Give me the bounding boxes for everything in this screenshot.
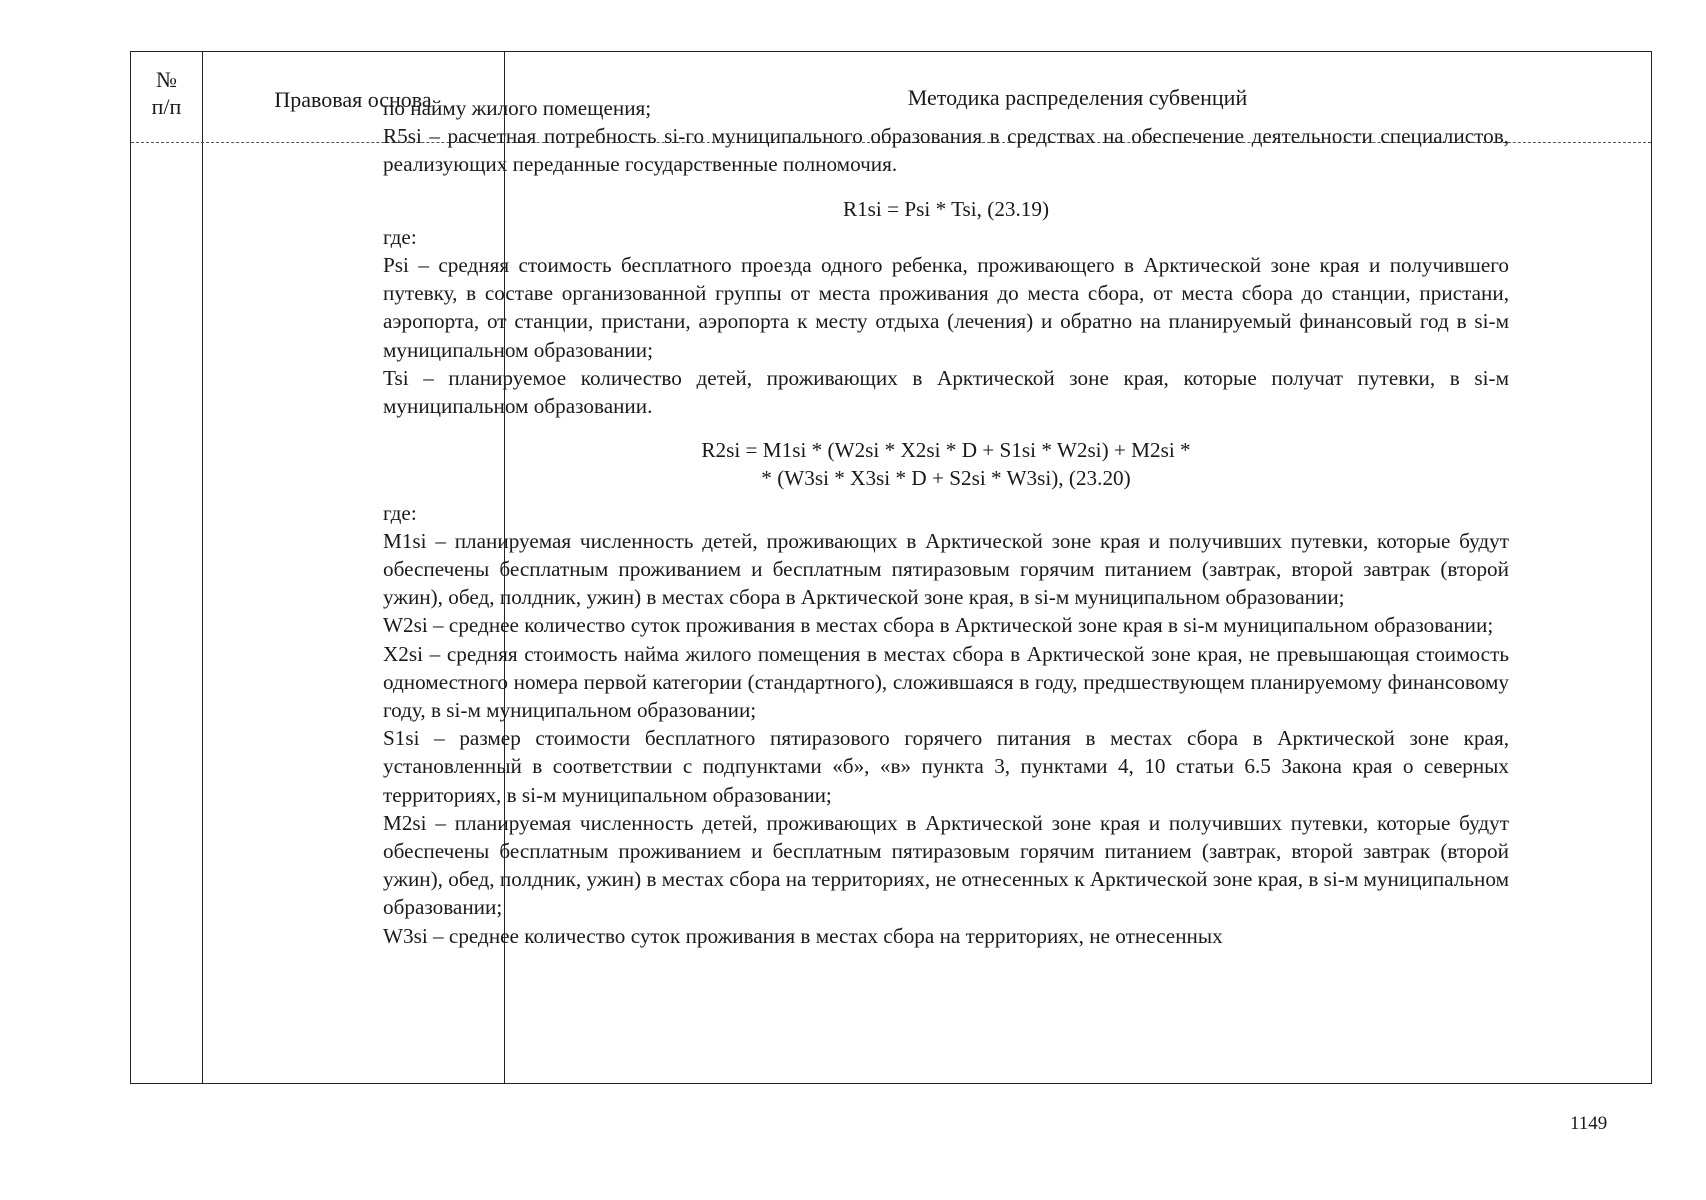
page-number: 1149 (1570, 1113, 1608, 1134)
formula-23-19: R1si = Psi * Tsi, (23.19) (842, 196, 1050, 221)
paragraph: Tsi – планируемое количество детей, проживающих в Арктической зоне края, которые получат путевки, в si-м муниципальном образовании. (383, 365, 1509, 419)
formula-23-20-line2: * (W3si * X3si * D + S2si * W3si), (23.20) (761, 466, 1131, 491)
header-methodology: Методика распределения субвенций (907, 85, 1248, 110)
paragraph: X2si – средняя стоимость найма жилого помещения в местах сбора в Арктической зоне края, не превышающая стоимость одноместного номера первой категории (стандартного), сложившаяся в году, предшествующем планируемому финансовому году, в si-м муниципальном образовании; (383, 641, 1509, 723)
where-label: где: (383, 500, 417, 525)
paragraph: S1si – размер стоимости бесплатного пятиразового горячего питания в местах сбора в Арктической зоне края, установленный в соответствии с подпунктами «б», «в» пункта 3, пунктами 4, 10 статьи 6.5 Закона края о северных территориях, в si-м муниципальном образовании; (383, 726, 1509, 807)
paragraph: Psi – средняя стоимость бесплатного проезда одного ребенка, проживающего в Арктической зоне края и получившего путевку, в составе организованной группы от места проживания до места сбора, от места сбора до станции, пристани, аэропорта, от станции, пристани, аэропорта к месту отдыха (лечения) и обратно на планируемый финансовый год в si-м муниципальном образовании; (383, 253, 1509, 362)
where-label: где: (383, 224, 417, 249)
paragraph: R5si – расчетная потребность si-го муниципального образования в средствах на обеспечение деятельности специалистов, реализующих переданные государственные полномочия. (383, 124, 1509, 177)
header-legal-basis: Правовая основа (274, 87, 432, 112)
paragraph: W2si – среднее количество суток проживания в местах сбора в Арктической зоне края в si-м муниципальном образовании; (383, 613, 1494, 638)
formula-23-20-line1: R2si = M1si * (W2si * X2si * D + S1si * W2si) + M2si * (701, 438, 1191, 463)
methodology-text (383, 94, 1509, 950)
column-divider-1 (202, 52, 203, 1083)
header-number (131, 66, 202, 120)
paragraph: W3si – среднее количество суток проживания в местах сбора на территориях, не отнесенных (383, 923, 1223, 948)
header-number-text: № п/п (151, 67, 182, 119)
paragraph: M2si – планируемая численность детей, проживающих в Арктической зоне края и получивших путевки, которые будут обеспечены бесплатным проживанием и бесплатным пятиразовым горячим питанием (завтрак, второй завтрак (второй ужин), обед, полдник, ужин) в местах сбора на территориях, не отнесенных к Арктической зоне края, в si-м муниципальном образовании; (383, 810, 1509, 920)
paragraph: по найму жилого помещения; (383, 96, 652, 120)
paragraph: M1si – планируемая численность детей, проживающих в Арктической зоне края и получивших путевки, которые будут обеспечены бесплатным проживанием и бесплатным пятиразовым горячим питанием (завтрак, второй завтрак (второй ужин), обед, полдник, ужин) в местах сбора в Арктической зоне края, в si-м муниципальном образовании; (383, 528, 1509, 610)
